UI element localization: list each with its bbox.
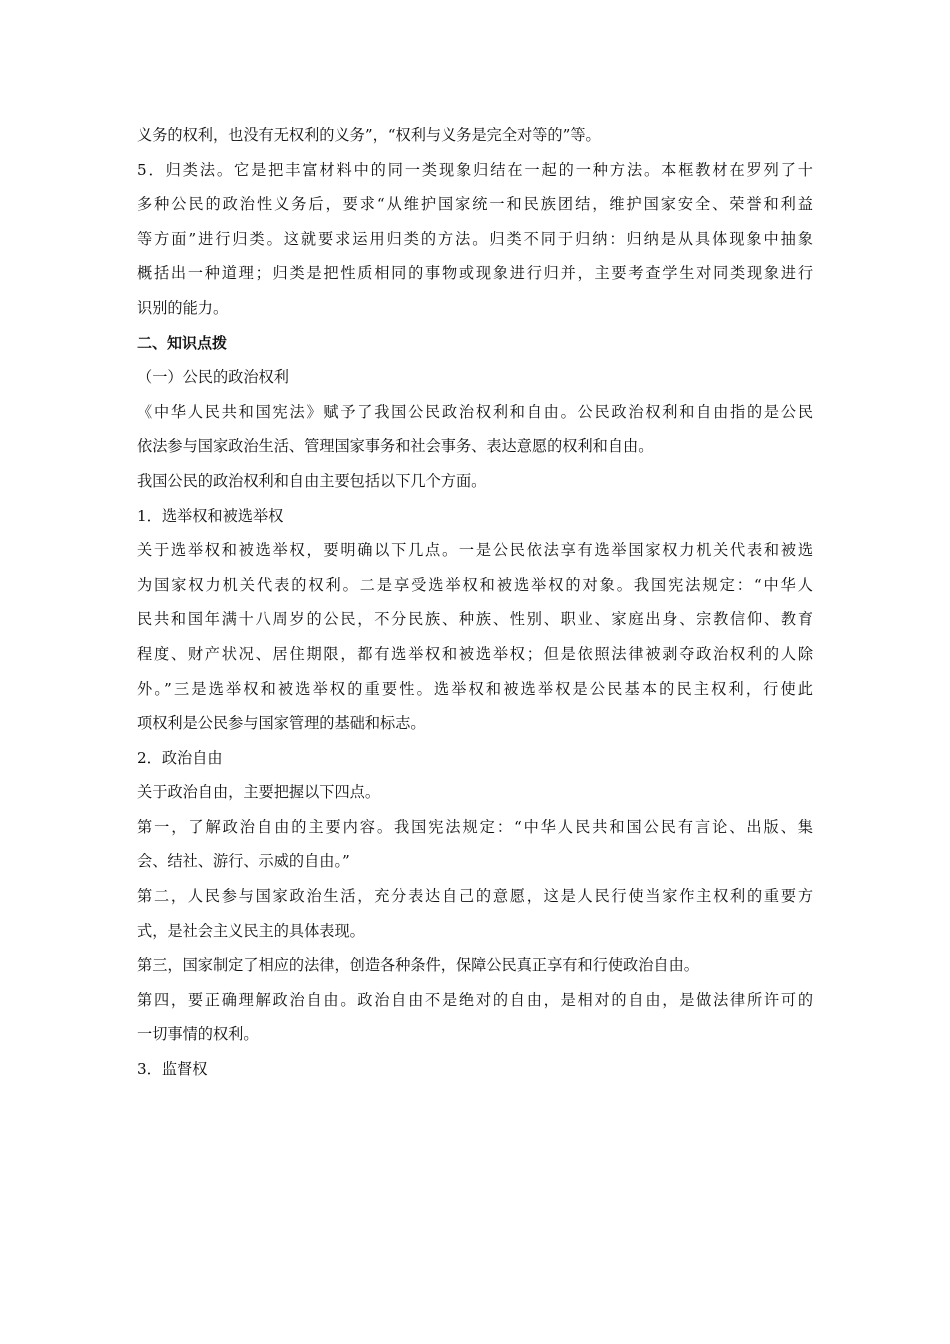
text-line: 关于选举权和被选举权，要明确以下几点。一是公民依法享有选举国家权力机关代表和被选 (137, 541, 813, 560)
text-line: 我国公民的政治权利和自由主要包括以下几个方面。 (137, 471, 487, 490)
document-page (137, 118, 813, 1087)
paragraph (137, 879, 813, 948)
section-heading (137, 326, 813, 361)
text-line: 1．选举权和被选举权 (137, 506, 284, 525)
text-line: 二、知识点拨 (137, 333, 228, 352)
text-line: 3．监督权 (137, 1060, 208, 1079)
text-line: 义务的权利，也没有无权利的义务”，“权利与义务是完全对等的”等。 (137, 126, 601, 144)
text-line: 民共和国年满十八周岁的公民，不分民族、种族、性别、职业、家庭出身、宗教信仰、教育 (137, 610, 813, 629)
text-line: 多种公民的政治性义务后，要求“从维护国家统一和民族团结，维护国家安全、荣誉和利益 (137, 195, 813, 214)
text-line: 第二，人民参与国家政治生活，充分表达自己的意愿，这是人民行使当家作主权利的重要方 (137, 887, 813, 906)
paragraph (137, 948, 813, 983)
text-line: 识别的能力。 (137, 298, 229, 317)
text-line: （一）公民的政治权利 (137, 368, 289, 387)
text-line: 关于政治自由，主要把握以下四点。 (137, 783, 380, 802)
text-line: 程度、财产状况、居住期限，都有选举权和被选举权；但是依照法律被剥夺政治权利的人除 (137, 644, 813, 663)
paragraph (137, 153, 813, 326)
text-line: 依法参与国家政治生活、管理国家事务和社会事务、表达意愿的权利和自由。 (137, 437, 654, 456)
paragraph (137, 983, 813, 1052)
paragraph (137, 741, 813, 776)
paragraph (137, 118, 813, 153)
text-line: 《中华人民共和国宪法》赋予了我国公民政治权利和自由。公民政治权利和自由指的是公民 (137, 402, 813, 421)
text-line: 2．政治自由 (137, 748, 223, 767)
text-line: 为国家权力机关代表的权利。二是享受选举权和被选举权的对象。我国宪法规定：“中华人 (137, 575, 813, 594)
text-line: 第三，国家制定了相应的法律，创造各种条件，保障公民真正享有和行使政治自由。 (137, 956, 699, 975)
text-line: 外。”三是选举权和被选举权的重要性。选举权和被选举权是公民基本的民主权利，行使此 (137, 679, 813, 698)
text-line: 等方面”进行归类。这就要求运用归类的方法。归类不同于归纳：归纳是从具体现象中抽象 (137, 229, 813, 248)
paragraph (137, 775, 813, 810)
paragraph (137, 360, 813, 395)
paragraph (137, 464, 813, 499)
paragraph (137, 499, 813, 534)
paragraph (137, 533, 813, 741)
text-line: 会、结社、游行、示威的自由。” (137, 852, 350, 871)
paragraph (137, 810, 813, 879)
text-line: 概括出一种道理；归类是把性质相同的事物或现象进行归并，主要考查学生对同类现象进行 (137, 264, 813, 283)
paragraph (137, 395, 813, 464)
text-line: 第一，了解政治自由的主要内容。我国宪法规定：“中华人民共和国公民有言论、出版、集 (137, 817, 813, 836)
paragraph (137, 1052, 813, 1087)
text-line: 一切事情的权利。 (137, 1025, 259, 1044)
text-line: 第四，要正确理解政治自由。政治自由不是绝对的自由，是相对的自由，是做法律所许可的 (137, 990, 813, 1009)
text-line: 式，是社会主义民主的具体表现。 (137, 921, 365, 940)
text-line: 5．归类法。它是把丰富材料中的同一类现象归结在一起的一种方法。本框教材在罗列了十 (137, 160, 813, 179)
text-line: 项权利是公民参与国家管理的基础和标志。 (137, 714, 426, 733)
